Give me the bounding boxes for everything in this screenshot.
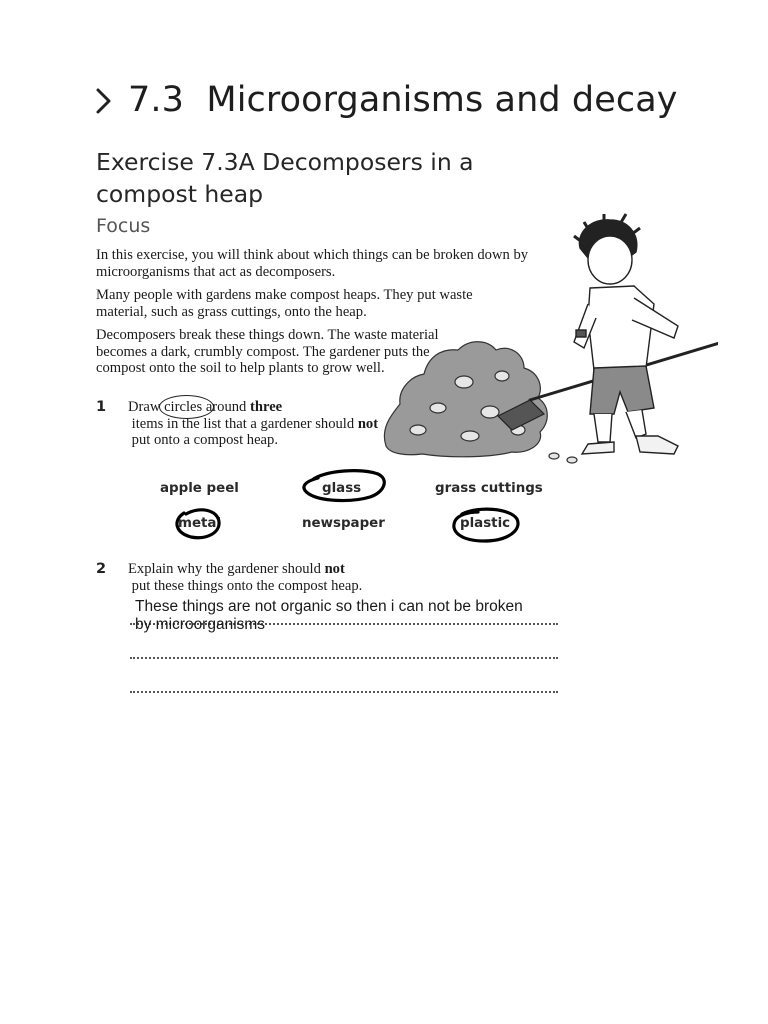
question-2-text-start: Explain why the gardener should (128, 561, 325, 577)
compost-heap (384, 342, 577, 463)
intro-paragraph: In this exercise, you will think about which things can be broken down by microorganisms that act as decomposers. (96, 247, 529, 280)
printed-circle-mark (159, 395, 214, 419)
question-1-text-end: put onto a compost heap. (128, 432, 278, 448)
question-1-text-mid: around (202, 399, 250, 415)
typed-answer[interactable]: These things are not organic so then i can not be broken by microorganisms (135, 598, 523, 633)
option-glass[interactable]: glass (322, 481, 362, 496)
compost-paragraph: Many people with gardens make compost heaps. They put waste material, such as grass cuttings, onto the heap. (96, 287, 473, 320)
question-1-text-mid2: items in the list that a gardener should (128, 415, 358, 432)
question-2-text (128, 561, 538, 594)
question-1-text-start: Draw (128, 399, 165, 415)
question-1-text (128, 399, 379, 449)
question-2-number: 2 (96, 561, 107, 577)
option-newspaper[interactable]: newspaper (302, 516, 385, 531)
option-grass-cuttings[interactable]: grass cuttings (435, 481, 543, 496)
question-2-bold-not: not (324, 561, 345, 577)
question-1-bold-three: three (250, 399, 283, 415)
option-plastic[interactable]: plastic (460, 516, 511, 531)
circled-word (164, 399, 202, 416)
section-title: 7.3 Microorganisms and decay (128, 80, 678, 120)
question-2-text-end: put these things onto the compost heap. (128, 577, 363, 594)
decomposers-paragraph: Decomposers break these things down. The waste material becomes a dark, crumbly compost. The gardener puts the compost onto the soil to help plants to grow well. (96, 327, 439, 376)
boy (574, 214, 678, 454)
focus-heading: Focus (96, 215, 151, 237)
answer-line-3[interactable] (130, 689, 558, 693)
option-apple-peel[interactable]: apple peel (160, 481, 239, 496)
boy-raking-compost-heap-illustration (378, 208, 718, 478)
option-metal[interactable]: metal (178, 516, 222, 531)
answer-line-2[interactable] (130, 655, 558, 659)
exercise-title: Exercise 7.3A Decomposers in a compost heap (96, 148, 474, 208)
question-1-bold-not: not (357, 415, 379, 432)
chevron-right-icon (93, 86, 115, 116)
circled-word-text: circles (164, 399, 203, 415)
question-1-number: 1 (96, 399, 107, 415)
